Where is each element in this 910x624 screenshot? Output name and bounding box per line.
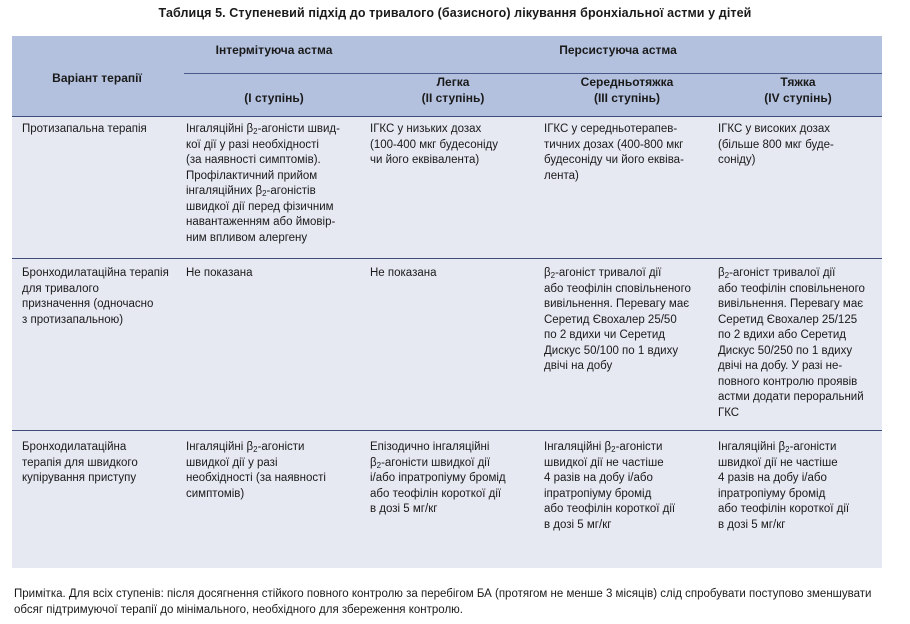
therapy-table [12,36,882,568]
row2-mild: Не показана [370,267,437,279]
header-moderate: Середньотяжка [580,75,674,89]
row-divider [12,258,882,259]
row2-severe: $\beta_2$-агоніст тривалої дії або теофілін сповільненого вивільнення. Перевагу має Серетид Євохалер 25/125 по 2 вдихи або Серетид Дискус 50/250 по 1 вдиху двічі на добу. У разі не- повного контролю проявів астми додати пероральний ГКС [718,267,865,419]
row3-intermittent: Інгаляційні $\beta_2$-агоністи швидкої дії у разі необхідності (за наявності симптомів) [186,441,326,500]
header-step1: (І ступінь) [244,91,304,105]
row1-severe: ІГКС у високих дозах (більше 800 мкг буде- соніду) [718,123,834,166]
table-title: Таблиця 5. Ступеневий підхід до тривалого (базисного) лікування бронхіальної астми у дітей [158,6,752,20]
row2-label: Бронходилатаційна терапія для тривалого призначення (одночасно з протизапальною) [22,267,169,326]
row2-intermittent: Не показана [186,267,253,279]
header-step3: (ІІІ ступінь) [593,91,661,105]
row3-mild: Епізодично інгаляційні $\beta_2$-агоністи швидкої дії і/або іпратропіуму бромід або теофілін короткої дії в дозі 5 мг/кг [370,441,506,515]
row3-severe: Інгаляційні $\beta_2$-агоністи швидкої дії не частіше 4 разів на добу і/або іпратропіуму бромід або теофілін короткої дії в дозі 5 мг/кг [718,441,850,531]
header-therapy-variant: Варіант терапії [52,71,142,85]
header-mild: Легка [436,75,470,89]
row-divider [12,430,882,431]
row2-moderate: $\beta_2$-агоніст тривалої дії або теофілін сповільненого вивільнення. Перевагу має Серетид Євохалер 25/50 по 2 вдихи чи Серетид Дискус 50/100 по 1 вдиху двічі на добу [544,267,691,372]
row-divider [12,116,882,117]
row1-mild: ІГКС у низьких дозах (100-400 мкг будесоніду чи його еквівалента) [370,123,499,166]
header-intermittent: Інтермітуюча астма [215,43,333,57]
table-header [12,36,882,116]
table-footnote: Примітка. Для всіх ступенів: після досягнення стійкого повного контролю за перебігом БА (протягом не менше 3 місяців) слід спробувати поступово зменшувати обсяг підтримуючої терапії до мінімального, необхідного для збереження контролю. [14,588,872,616]
row1-intermittent: Інгаляційні $\beta_2$-агоністи швид- кої дії у разі необхідності (за наявності симптомів). Профілактичний прийом інгаляційних $\beta_2$-агоністів швидкої дії перед фізичним навантаженням або ймовір- ним впливом алергену [186,123,340,244]
row3-label: Бронходилатаційна терапія для швидкого купірування приступу [22,441,138,484]
row3-moderate: Інгаляційні $\beta_2$-агоністи швидкої дії не частіше 4 разів на добу і/або іпратропіуму бромід або теофілін короткої дії в дозі 5 мг/кг [544,441,676,531]
row1-label: Протизапальна терапія [22,123,147,135]
row1-moderate: ІГКС у середньотерапев- тичних дозах (400-800 мкг будесоніду чи його еквіва- лента) [544,123,684,182]
header-severe: Тяжка [780,75,816,89]
header-persistent: Персистуюча астма [559,43,677,57]
header-step2: (ІІ ступінь) [421,91,485,105]
header-step4: (IV ступінь) [764,91,832,105]
